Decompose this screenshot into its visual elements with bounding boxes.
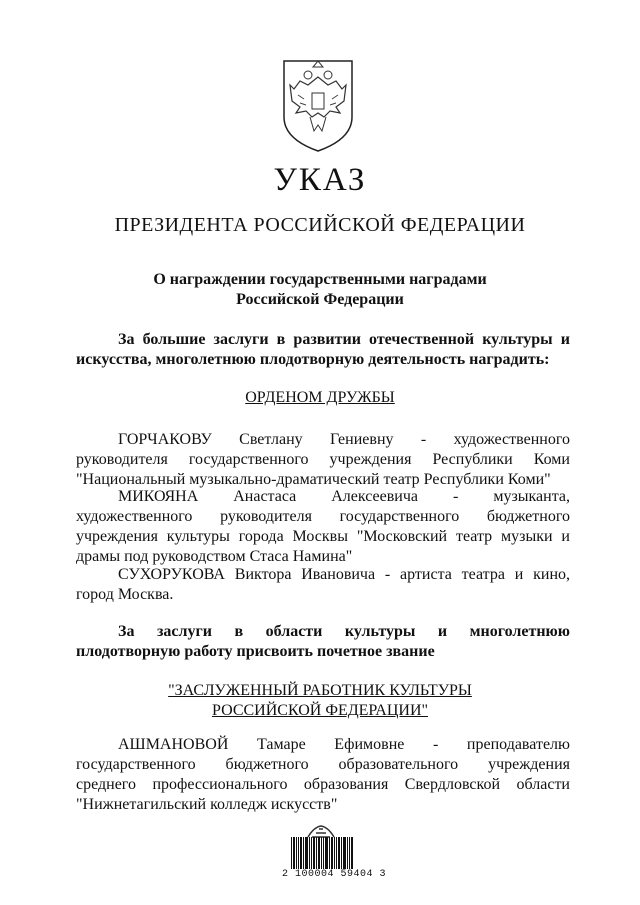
awardee-line: художественного руководителя государственного бюджетного [76,508,570,525]
awardee-line: "Нижнетагильский колледж искусств" [76,796,338,813]
awardee-line: "Национальный музыкально-драматический театр Республики Коми" [76,471,551,488]
awardee-1 [76,430,570,490]
awardee-line: ГОРЧАКОВУ Светлану Гениевну - художественного [118,431,570,448]
subject-line: О награждении государственными наградами [153,271,487,288]
document-subtitle: ПРЕЗИДЕНТА РОССИЙСКОЙ ФЕДЕРАЦИИ [114,214,526,236]
awardee-line: город Москва. [76,586,174,603]
document-subject [0,270,640,310]
preamble-line: плодотворную работу присвоить почетное звание [76,643,435,660]
award-name: ОРДЕНОМ ДРУЖБЫ [245,389,395,406]
awardee-4 [76,735,570,815]
awardee-line: драмы под руководством Стаса Намина" [76,548,353,565]
award-name-line: РОССИЙСКОЙ ФЕДЕРАЦИИ" [211,702,429,719]
preamble-2 [76,622,570,662]
barcode-number: 2 100004 59404 3 [282,869,387,880]
awardee-3 [76,565,570,605]
preamble-line: За большие заслуги в развитии отечественной культуры и [118,331,570,348]
awardee-line: руководителя государственного учреждения Республики Коми [76,451,570,468]
barcode-icon [291,837,353,869]
awardee-line: МИКОЯНА Анастаса Алексеевича - музыканта, [118,488,570,505]
awardee-2 [76,487,570,567]
subject-line: Российской Федерации [236,291,404,308]
award-name-line: "ЗАСЛУЖЕННЫЙ РАБОТНИК КУЛЬТУРЫ [168,682,472,699]
awardee-line: СУХОРУКОВА Виктора Ивановича - артиста театра и кино, [118,566,570,583]
award-heading-1 [0,388,640,408]
awardee-line: учреждения культуры города Москвы "Московский театр музыки и [76,528,570,545]
preamble-line: искусства, многолетнюю плодотворную деятельность наградить: [76,351,550,368]
award-heading-2 [0,681,640,721]
state-emblem-icon [270,55,366,153]
awardee-line: АШМАНОВОЙ Тамаре Ефимовне - преподавателю [118,736,570,753]
awardee-line: среднего профессионального образования Свердловской области [76,776,570,793]
preamble-1 [76,330,570,370]
document-title: УКАЗ [273,162,367,198]
awardee-line: государственного бюджетного образовательного учреждения [76,756,570,773]
preamble-line: За заслуги в области культуры и многолетнюю [118,623,570,640]
